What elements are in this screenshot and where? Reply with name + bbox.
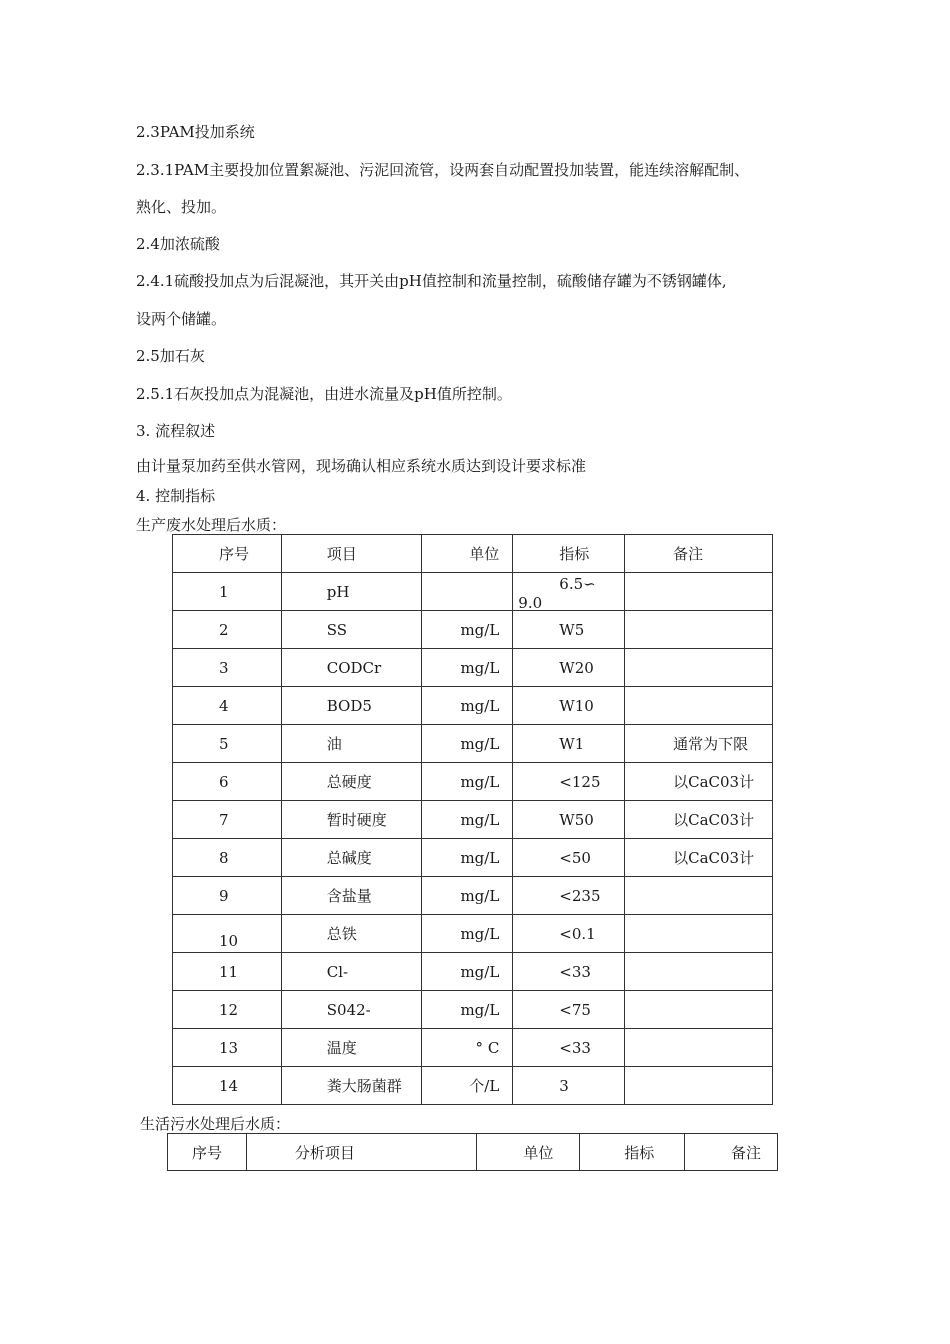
cell-value: W1	[513, 725, 625, 763]
cell-index-text: 10	[219, 931, 239, 950]
cell-unit: mg/L	[421, 649, 513, 687]
cell-unit: mg/L	[421, 687, 513, 725]
cell-value: W50	[513, 801, 625, 839]
header-index: 序号	[168, 1134, 247, 1171]
cell-remark	[625, 953, 773, 991]
cell-index: 8	[173, 839, 282, 877]
cell-index: 11	[173, 953, 282, 991]
cell-value: <235	[513, 877, 625, 915]
cell-remark	[625, 1067, 773, 1105]
cell-remark	[625, 991, 773, 1029]
cell-value: W10	[513, 687, 625, 725]
paragraph-2-4-1: 2.4.1硫酸投加点为后混凝池，其开关由pH值控制和流量控制，硫酸储存罐为不锈钢罐体,	[136, 272, 727, 290]
heading-2-4: 2.4加浓硫酸	[136, 235, 220, 253]
cell-index: 9	[173, 877, 282, 915]
cell-item: 温度	[281, 1029, 421, 1067]
cell-remark: 以CaC03计	[625, 839, 773, 877]
cell-value	[513, 573, 625, 611]
cell-value: <75	[513, 991, 625, 1029]
cell-index: 7	[173, 801, 282, 839]
table-row	[173, 877, 773, 915]
cell-unit: mg/L	[421, 763, 513, 801]
cell-item: CODCr	[281, 649, 421, 687]
ph-range-end: 9.0	[518, 594, 543, 612]
table-row	[173, 801, 773, 839]
table-row	[173, 763, 773, 801]
paragraph-3: 由计量泵加药至供水管网，现场确认相应系统水质达到设计要求标准	[136, 457, 587, 475]
cell-item: SS	[281, 611, 421, 649]
cell-item: Cl-	[281, 953, 421, 991]
cell-index	[173, 915, 282, 953]
table1-caption: 生产废水处理后水质：	[136, 516, 287, 534]
table-row	[173, 953, 773, 991]
header-remark: 备注	[625, 535, 773, 573]
cell-value: <33	[513, 1029, 625, 1067]
cell-item: 总碱度	[281, 839, 421, 877]
cell-remark	[625, 611, 773, 649]
cell-value: W5	[513, 611, 625, 649]
table-row	[173, 687, 773, 725]
cell-remark: 通常为下限	[625, 725, 773, 763]
cell-item: 油	[281, 725, 421, 763]
cell-remark	[625, 687, 773, 725]
heading-2-5: 2.5加石灰	[136, 347, 205, 365]
heading-2-3: 2.3PAM投加系统	[136, 123, 255, 141]
heading-4: 4. 控制指标	[136, 487, 216, 505]
header-unit: 单位	[477, 1134, 580, 1171]
cell-unit: mg/L	[421, 725, 513, 763]
header-analysis-item: 分析项目	[246, 1134, 476, 1171]
table-row	[173, 1067, 773, 1105]
cell-remark: 以CaC03计	[625, 801, 773, 839]
cell-item: 总硬度	[281, 763, 421, 801]
cell-unit: mg/L	[421, 611, 513, 649]
cell-unit: 个/L	[421, 1067, 513, 1105]
cell-index: 6	[173, 763, 282, 801]
table-row	[173, 725, 773, 763]
table-row	[173, 839, 773, 877]
cell-index: 1	[173, 573, 282, 611]
table-row	[173, 573, 773, 611]
table-header-row	[173, 535, 773, 573]
cell-index: 4	[173, 687, 282, 725]
table-row	[173, 649, 773, 687]
cell-unit: mg/L	[421, 991, 513, 1029]
paragraph-2-4-1-cont: 设两个储罐。	[136, 310, 227, 328]
table-row	[173, 991, 773, 1029]
paragraph-2-3-1-cont: 熟化、投加。	[136, 198, 227, 216]
table-row	[173, 1029, 773, 1067]
header-remark: 备注	[685, 1134, 778, 1171]
cell-index: 3	[173, 649, 282, 687]
table-row	[173, 915, 773, 953]
cell-unit: mg/L	[421, 953, 513, 991]
cell-remark	[625, 1029, 773, 1067]
domestic-sewage-table	[167, 1133, 778, 1171]
cell-unit: mg/L	[421, 801, 513, 839]
cell-index: 14	[173, 1067, 282, 1105]
cell-value: <33	[513, 953, 625, 991]
cell-remark	[625, 915, 773, 953]
table-header-row	[168, 1134, 778, 1171]
cell-unit	[421, 573, 513, 611]
cell-value: W20	[513, 649, 625, 687]
cell-value: 3	[513, 1067, 625, 1105]
cell-item: 暂时硬度	[281, 801, 421, 839]
cell-index: 12	[173, 991, 282, 1029]
header-index-value: 指标	[513, 535, 625, 573]
cell-unit: mg/L	[421, 915, 513, 953]
cell-value: <125	[513, 763, 625, 801]
cell-item: S042-	[281, 991, 421, 1029]
cell-remark	[625, 573, 773, 611]
cell-index: 13	[173, 1029, 282, 1067]
header-index: 序号	[173, 535, 282, 573]
paragraph-2-3-1: 2.3.1PAM主要投加位置絮凝池、污泥回流管，设两套自动配置投加装置，能连续溶解配制、	[136, 161, 750, 179]
header-index-value: 指标	[580, 1134, 685, 1171]
cell-item: pH	[281, 573, 421, 611]
ph-range-start: 6.5∽	[559, 575, 596, 593]
cell-remark: 以CaC03计	[625, 763, 773, 801]
production-wastewater-table	[172, 534, 773, 1105]
cell-value: <0.1	[513, 915, 625, 953]
cell-unit: ° C	[421, 1029, 513, 1067]
header-unit: 单位	[421, 535, 513, 573]
cell-item: 粪大肠菌群	[281, 1067, 421, 1105]
cell-index: 5	[173, 725, 282, 763]
heading-3: 3. 流程叙述	[136, 422, 216, 440]
table2-caption: 生活污水处理后水质：	[140, 1115, 291, 1133]
cell-item: 总铁	[281, 915, 421, 953]
cell-remark	[625, 649, 773, 687]
table-row	[173, 611, 773, 649]
cell-item: 含盐量	[281, 877, 421, 915]
cell-remark	[625, 877, 773, 915]
cell-unit: mg/L	[421, 877, 513, 915]
header-item: 项目	[281, 535, 421, 573]
cell-unit: mg/L	[421, 839, 513, 877]
cell-index: 2	[173, 611, 282, 649]
paragraph-2-5-1: 2.5.1石灰投加点为混凝池，由进水流量及pH值所控制。	[136, 385, 512, 403]
cell-value: <50	[513, 839, 625, 877]
cell-item: BOD5	[281, 687, 421, 725]
